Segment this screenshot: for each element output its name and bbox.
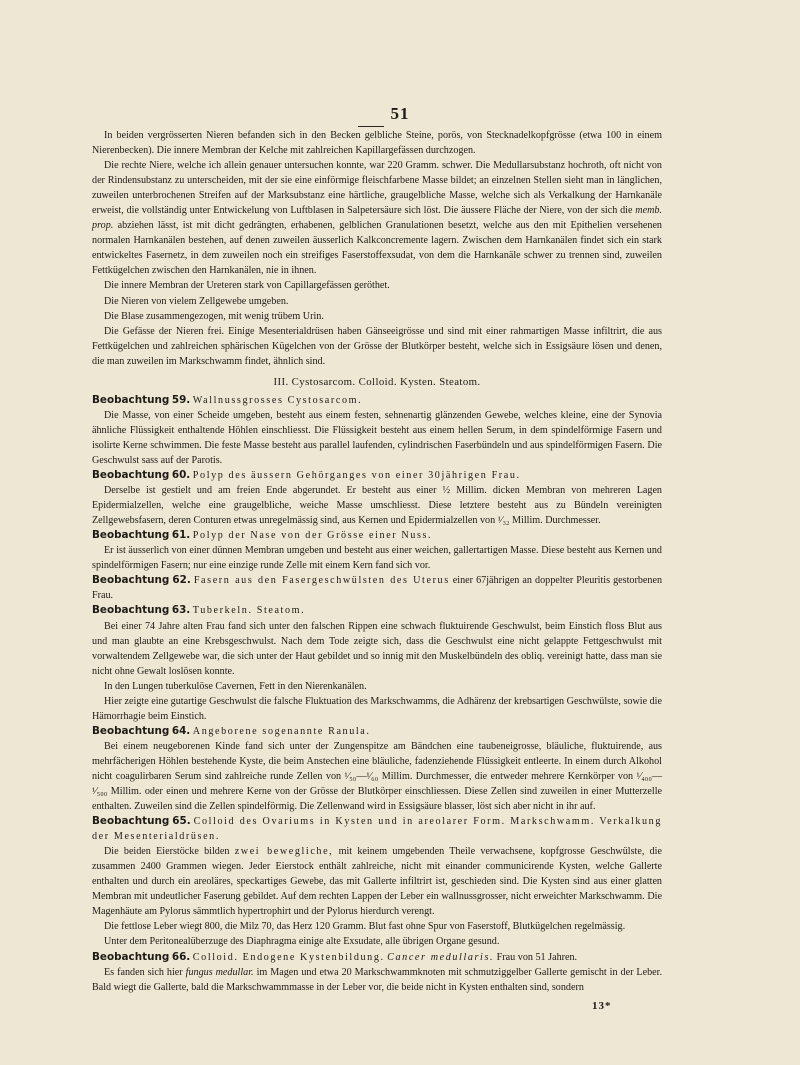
observation-label: Beobachtung bbox=[92, 469, 170, 482]
observation-heading bbox=[92, 393, 662, 408]
observation-number: 60. bbox=[171, 469, 191, 482]
observation-heading bbox=[92, 814, 662, 844]
signature-mark: 13* bbox=[592, 1000, 612, 1012]
paragraph: Die innere Membran der Ureteren stark von Capillargefässen geröthet. bbox=[104, 280, 390, 292]
observation-title: Wallnussgrosses Cystosarcom. bbox=[192, 394, 363, 406]
observation-heading bbox=[92, 528, 662, 543]
page-number: 51 bbox=[390, 104, 410, 123]
observation-label: Beobachtung bbox=[92, 393, 170, 406]
observation-title: Fasern aus den Fasergeschwülsten des Uterus bbox=[193, 575, 450, 587]
fraction: ¹⁄₄₀₀—¹⁄₅₀₀ bbox=[92, 770, 662, 798]
observation-title: Colloid des Ovariums in Kysten und in areolarer Form. Markschwamm. Verkalkung der Mesenterialdrüsen. bbox=[92, 816, 663, 843]
paragraph: Die Nieren von vielem Zellgewebe umgeben. bbox=[104, 295, 289, 307]
fraction: ¹⁄₃₂ bbox=[497, 515, 510, 527]
observation-number: 62. bbox=[172, 574, 191, 587]
observation-heading bbox=[92, 603, 662, 618]
paragraph: Die Gefässe der Nieren frei. Einige Mesenterialdrüsen haben Gänseeigrösse und sind mit einer rahmartigen Masse infiltrirt, die aus Fettkügelchen und zahlreichen sphärischen Kügelchen von der Grösse der Blutkörper besteht, welche sich in Essigsäure lösen und denen, die man zuweilen im Markschwamm findet, ähnlich sind. bbox=[92, 325, 662, 367]
observation-title: Polyp des äussern Gehörganges von einer 30jährigen Frau. bbox=[192, 470, 521, 482]
text-run: Derselbe ist gestielt und am freien Ende abgerundet. Er besteht aus einer bbox=[104, 485, 437, 497]
paragraph bbox=[92, 483, 662, 528]
body-text bbox=[92, 128, 662, 995]
text-run: einer 67jährigen an doppelter Pleuritis gestorbenen Frau. bbox=[92, 575, 663, 602]
text-run: abziehen lässt, ist mit dicht gedrängten, erhabenen, gelblichen Granulationen besetzt, welche aus den mit Epithelien versehenen normalen Harnkanälen bestehen, auf denen zuweilen äusserlich Kalkconcremente lagern. Zwischen dem Harnkanälen findet sich ein stark entwickeltes Fasernetz, in dem zuweilen noch ein streifiges Faserstoffexsudat, von dem die Harnkanäle schwer zu trennen sind, zuweilen Fettkügelchen zwischen den Harnkanälen, nie in ihnen. bbox=[92, 220, 662, 277]
observation-number: 59. bbox=[171, 393, 191, 406]
observation-label: Beobachtung bbox=[92, 604, 170, 617]
fraction: ¹⁄₅₀—¹⁄₆₀ bbox=[344, 770, 379, 782]
paragraph: Die fettlose Leber wiegt 800, die Milz 70, das Herz 120 Gramm. Blut fast ohne Spur von Faserstoff, Blutkügelchen regelmässig. bbox=[104, 921, 626, 933]
observation-number: 65. bbox=[172, 815, 191, 828]
observation-number: 64. bbox=[171, 724, 191, 737]
observation-title: Angeborene sogenannte Ranula. bbox=[192, 725, 371, 737]
italic-term: memb. prop. bbox=[92, 205, 663, 232]
text-run: Es fanden sich hier bbox=[104, 966, 183, 978]
observation-label: Beobachtung bbox=[92, 574, 170, 587]
observation-number: 66. bbox=[171, 950, 191, 963]
observation-number: 63. bbox=[171, 604, 191, 617]
text-run: Millim. Durchmesser. bbox=[512, 515, 601, 527]
paragraph bbox=[92, 158, 662, 278]
paragraph: Bei einer 74 Jahre alten Frau fand sich unter den falschen Rippen eine schwach fluktuirende Geschwulst, beim Einstich floss Blut aus und man glaubte an eine Krebsgeschwulst. Nach dem Tode zeigte sich, dass die Geschwulst eine nicht gelappte Fettgeschwulst mit vorwaltendem Zellgewebe war, die sich unter der Haut gebildet und so innig mit den Muskelbündeln des obliq. vereinigt hatte, dass man sie nicht ohne Gewalt loslösen konnte. bbox=[92, 620, 662, 677]
text-run: Millim. Durchmesser, die entweder mehrere Kernkörper von bbox=[381, 770, 634, 782]
section-heading: III. Cystosarcom. Colloid. Kysten. Steatom. bbox=[273, 375, 481, 388]
paragraph bbox=[92, 844, 662, 919]
text-run: Die beiden Eierstöcke bilden bbox=[104, 846, 230, 858]
observation-heading bbox=[92, 724, 662, 739]
paragraph: Die Blase zusammengezogen, mit wenig trübem Urin. bbox=[104, 310, 324, 322]
observation-label: Beobachtung bbox=[92, 950, 170, 963]
paragraph: Hier zeigte eine gutartige Geschwulst die falsche Fluktuation des Markschwamms, die Adhärenz der krebsartigen Geschwülste, sowie die Hämorrhagie beim Einstich. bbox=[92, 695, 662, 722]
italic-term: Cancer medullaris. bbox=[387, 951, 495, 963]
spaced-text: zwei bewegliche, bbox=[234, 846, 334, 858]
paragraph: In beiden vergrösserten Nieren befanden sich in den Becken gelbliche Steine, porös, von Stecknadelkopfgrösse (etwa 100 in einem Nierenbecken). Die innere Membran der Kelche mit zahlreichen Kapillargefässen durchzogen. bbox=[92, 130, 662, 157]
observation-label: Beobachtung bbox=[92, 724, 170, 737]
fraction: ½ bbox=[442, 485, 451, 497]
text-run: Frau von 51 Jahren. bbox=[496, 951, 578, 963]
observation-heading bbox=[92, 468, 662, 483]
italic-term: fungus medullar. bbox=[185, 966, 254, 978]
paragraph: Die Masse, von einer Scheide umgeben, besteht aus einem festen, sehnenartig glänzenden Gewebe, welches kleine, eine der Synovia ähnliche Flüssigkeit enthaltende Höhlen einschliesst. Die Flüssigkeit besteht aus einem hellen Serum, in dem spindelförmige Fasern und isolirte Kerne schwimmen. Die feste Masse besteht aus parallel laufenden, cylindrischen Faserbündeln und aus spindelförmigen Fasern. Die Geschwulst sass auf der Parotis. bbox=[92, 409, 662, 466]
text-run: mit keinem umgebenden Theile verwachsene, kopfgrosse Geschwülste, die zusammen 2400 Grammen wiegen. Jeder Eierstock enthält zahlreiche, nicht mit einander communicirende Kysten, welche Gallerte enthalten und durch ein areoläres, speckartiges Gewebe, das mit Gallerte infiltrirt ist, geschieden sind. Die Kysten sind aus einer glatten Membran mit undeutlicher Faserung gebildet. Auf dem rechten Lappen der Leber ein wallnussgrosser, nicht erweichter Markschwamm. Die Magenhäute am Pylorus sämmtlich hypertrophirt und der Pylorus hierdurch verengt. bbox=[92, 846, 662, 918]
paragraph: Unter dem Peritonealüberzuge des Diaphragma einige alte Exsudate, alle übrigen Organe gesund. bbox=[104, 936, 500, 948]
observation-number: 61. bbox=[171, 529, 191, 542]
text-run: Die rechte Niere, welche ich allein genauer untersuchen konnte, war 220 Gramm. schwer. Die Medullarsubstanz hochroth, oft nicht von der Rindensubstanz zu unterscheiden, mit der sie eine einförmige fleischfarbene Masse bildet; an einzelnen Stellen sieht man in länglichen, zuweilen unterbrochenen Streifen auf der Marksubstanz eine härtliche, graugelbliche Masse, welche sich als Verkalkung der Harnkanäle erweist, die vollständig unter Entwickelung von Luftblasen in Salpetersäure sich löst. Die äussere Fläche der Niere, von der sich die bbox=[92, 160, 662, 217]
text-run: Millim. oder einen und mehrere Kerne von der Grösse der Blutkörper einschliessen. Diese Zellen sind zuweilen in einer Mutterzelle enthalten. Zuweilen sind die Zellen spindelförmig. Die Zellenwand wird in Essigsäure blasser, löst sich aber nicht in ihr auf. bbox=[92, 786, 663, 813]
observation-heading bbox=[92, 950, 662, 965]
page-number-rule bbox=[358, 126, 384, 127]
observation-title: Tuberkeln. Steatom. bbox=[192, 605, 306, 617]
text-run: Bei einem neugeborenen Kinde fand sich unter der Zungenspitze am Bändchen eine taubeneigrosse, bläuliche, fluktuirende, aus mehrfächerigen Höhlen bestehende Kyste, die beim Anstechen eine bläuliche, fadenziehende Flüssigkeit entleerte. In einem durch Alkohol nicht coagulirbaren Serum sind zahlreiche runde Zellen von bbox=[92, 740, 662, 782]
paragraph bbox=[92, 739, 662, 814]
paragraph bbox=[92, 965, 662, 995]
text-run: im Magen und etwa 20 Markschwammknoten mit schmutziggelber Gallerte gemischt in der Leber. Bald wiegt die Gallerte, bald die Markschwammmasse in der Leber vor, die beide nicht in Kysten enthalten sind, sondern bbox=[92, 966, 663, 993]
paragraph: In den Lungen tuberkulöse Cavernen, Fett in den Nierenkanälen. bbox=[104, 680, 367, 692]
observation-heading bbox=[92, 573, 662, 603]
text-run: Millim. dicken Membran von mehreren Lagen Epidermialzellen, welche eine graugelbliche, weiche Masse umschliesst. Diese letztere besteht aus zu Bündeln vereinigten Zellgewebsfasern, deren Conturen etwas unregelmässig sind, aus Kernen und Epidermialzellen von bbox=[92, 485, 662, 527]
observation-title: Colloid. Endogene Kystenbildung. bbox=[192, 951, 385, 963]
observation-title: Polyp der Nase von der Grösse einer Nuss. bbox=[192, 530, 433, 542]
observation-label: Beobachtung bbox=[92, 529, 170, 542]
observation-label: Beobachtung bbox=[92, 815, 170, 828]
paragraph: Er ist äusserlich von einer dünnen Membran umgeben und besteht aus einer weichen, gallertartigen Masse. Diese besteht aus Kernen und spindelförmigen Fasern; nur eine einzige runde Zelle mit einem Kern fand sich vor. bbox=[92, 545, 662, 572]
